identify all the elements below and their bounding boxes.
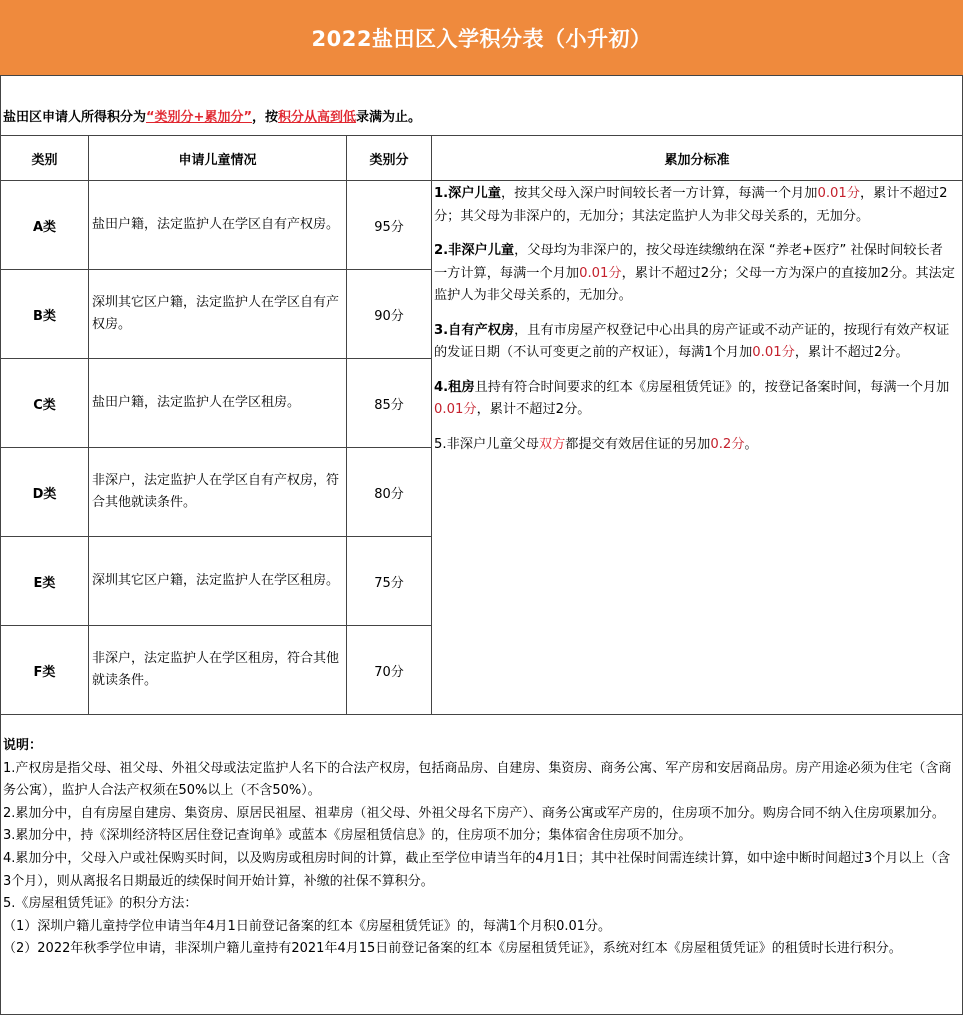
standard-item: 5.非深户儿童父母双方都提交有效居住证的另加0.2分。	[434, 436, 758, 452]
header-standard: 累加分标准	[432, 135, 963, 181]
intro-prefix: 盐田区申请人所得积分为	[3, 110, 147, 125]
bonus-standards	[432, 181, 963, 715]
score-table	[0, 135, 963, 715]
standard-item: 3.自有产权房，且有市房屋产权登记中心出具的房产证或不动产证的，按现行有效产权证的发证日期（不认可变更之前的产权证），每满1个月加0.01分，累计不超过2分。	[434, 322, 950, 360]
table-row-category: C类	[0, 359, 89, 448]
table-row-category: E类	[0, 537, 89, 626]
intro-suffix: 录满为止。	[356, 110, 422, 125]
table-row-score: 90分	[347, 270, 432, 359]
note-item: 4.累加分中，父母入户或社保购买时间，以及购房或租房时间的计算，截止至学位申请当年的4月1日；其中社保时间需连续计算，如中途中断时间超过3个月以上（含3个月），则从离报名日期最近的续保时间开始计算，补缴的社保不算积分。	[3, 850, 951, 889]
header-category: 类别	[0, 135, 89, 181]
table-row-score: 75分	[347, 537, 432, 626]
intro-order-1: 积分从	[278, 110, 318, 125]
note-item: （1）深圳户籍儿童持学位申请当年4月1日前登记备案的红本《房屋租赁凭证》的，每满1个月积0.01分。	[3, 918, 612, 934]
table-row-score: 70分	[347, 626, 432, 715]
table-row-score: 95分	[347, 181, 432, 270]
table-row-category: F类	[0, 626, 89, 715]
standard-item: 2.非深户儿童，父母均为非深户的，按父母连续缴纳在深 “养老+医疗” 社保时间较长者一方计算，每满一个月加0.01分，累计不超过2分；父母一方为深户的直接加2分。其法定监护人为非父母关系的，无加分。	[434, 243, 955, 303]
table-row-category: D类	[0, 448, 89, 537]
table-row-score: 80分	[347, 448, 432, 537]
note-item: 1.产权房是指父母、祖父母、外祖父母或法定监护人名下的合法产权房，包括商品房、自建房、集资房、商务公寓、军产房和安居商品房。房产用途必须为住宅（含商务公寓），监护人合法产权须在50%以上（不含50%）。	[3, 760, 952, 799]
table-row-situation: 深圳其它区户籍，法定监护人在学区自有产权房。	[89, 270, 347, 359]
table-row-situation: 非深户，法定监护人在学区租房，符合其他就读条件。	[89, 626, 347, 715]
notes-title: 说明：	[3, 738, 43, 753]
table-row-situation: 盐田户籍，法定监护人在学区租房。	[89, 359, 347, 448]
header-score: 类别分	[347, 135, 432, 181]
intro-middle: ，按	[252, 110, 279, 125]
table-row-category: B类	[0, 270, 89, 359]
note-item: 3.累加分中，持《深圳经济特区居住登记查询单》或蓝本《房屋租赁信息》的，住房项不加分；集体宿舍住房项不加分。	[3, 828, 692, 844]
table-row-situation: 非深户，法定监护人在学区自有产权房，符合其他就读条件。	[89, 448, 347, 537]
intro-formula: “类别分+累加分”	[146, 110, 252, 125]
title-banner	[0, 0, 963, 76]
note-item: 5.《房屋租赁凭证》的积分方法：	[3, 896, 198, 912]
table-row-situation: 深圳其它区户籍，法定监护人在学区租房。	[89, 537, 347, 626]
intro-order-2: 高到低	[317, 110, 357, 125]
notes-section	[3, 735, 958, 961]
intro-line	[3, 106, 421, 125]
note-item: 2.累加分中，自有房屋自建房、集资房、原居民祖屋、祖辈房（祖父母、外祖父母名下房产）、商务公寓或军产房的，住房项不加分。购房合同不纳入住房项累加分。	[3, 805, 945, 821]
table-row-situation: 盐田户籍，法定监护人在学区自有产权房。	[89, 181, 347, 270]
standard-item: 4.租房且持有符合时间要求的红本《房屋租赁凭证》的，按登记备案时间，每满一个月加0.01分，累计不超过2分。	[434, 379, 950, 417]
table-row-score: 85分	[347, 359, 432, 448]
header-situation: 申请儿童情况	[89, 135, 347, 181]
page-title: 2022盐田区入学积分表（小升初）	[311, 26, 652, 51]
table-row-category: A类	[0, 181, 89, 270]
standard-item: 1.深户儿童，按其父母入深户时间较长者一方计算，每满一个月加0.01分，累计不超过2分；其父母为非深户的，无加分；其法定监护人为非父母关系的，无加分。	[434, 186, 948, 224]
note-item: （2）2022年秋季学位申请，非深圳户籍儿童持有2021年4月15日前登记备案的红本《房屋租赁凭证》，系统对红本《房屋租赁凭证》的租赁时长进行积分。	[3, 941, 902, 957]
